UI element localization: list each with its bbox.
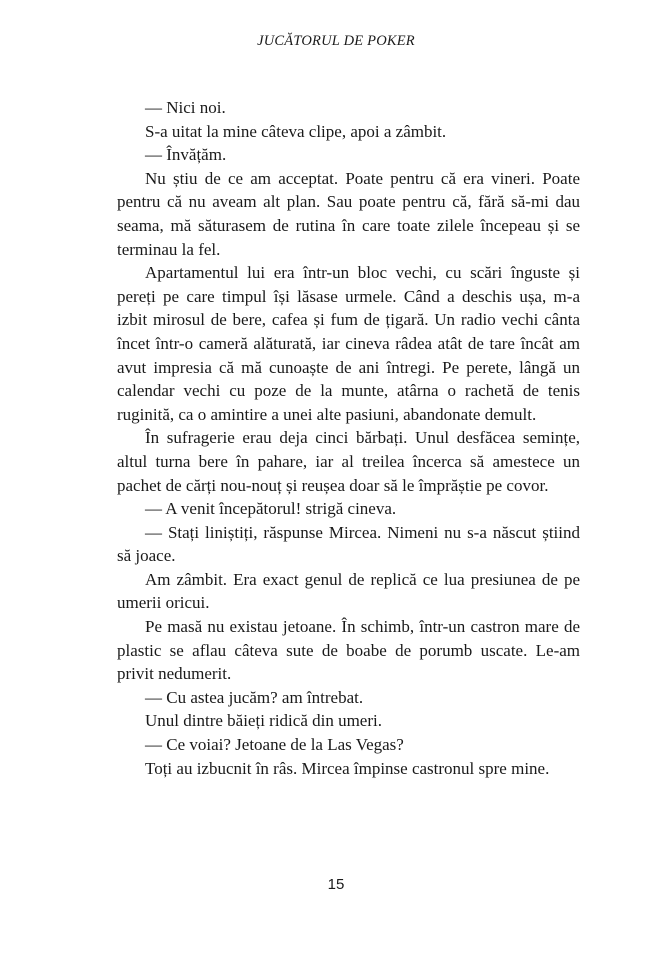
paragraph: În sufragerie erau deja cinci bărbați. Unul desfăcea semințe, altul turna bere în pahare, iar al treilea încerca să amestece un pachet de cărți nou-nouț și reușea doar să le împrăștie pe covor.	[117, 428, 580, 495]
paragraph: Toți au izbucnit în râs. Mircea împinse castronul spre mine.	[145, 758, 550, 778]
paragraph: Pe masă nu existau jetoane. În schimb, într-un castron mare de plastic se aflau câteva sute de boabe de porumb uscate. Le-am privit nedumerit.	[117, 617, 580, 684]
paragraph: — Nici noi.	[145, 98, 226, 117]
paragraph: — A venit începătorul! strigă cineva.	[145, 499, 397, 519]
body-text	[117, 96, 580, 780]
paragraph: — Ce voiai? Jetoane de la Las Vegas?	[145, 735, 404, 755]
running-header: JUCĂTORUL DE POKER	[257, 33, 415, 49]
paragraph: Nu știu de ce am acceptat. Poate pentru că era vineri. Poate pentru că nu aveam alt plan. Sau poate pentru că, fără să-mi dau seama, mă săturasem de rutina în care toate zilele începeau și se terminau la fel.	[117, 168, 580, 259]
paragraph: — Stați liniștiți, răspunse Mircea. Nimeni nu s-a născut știind să joace.	[117, 522, 580, 566]
paragraph: Apartamentul lui era într-un bloc vechi, cu scări înguste și pereți pe care timpul își lăsase urmele. Când a deschis ușa, m-a izbit mirosul de bere, cafea și fum de țigară. Un radio vechi cânta încet într-o cameră alăturată, iar cineva râdea atât de tare încât am avut impresia că mă cunoaște de ani întregi. Pe perete, lângă un calendar vechi cu poze de la munte, atârna o rachetă de tenis ruginită, ca o amintire a unei alte pasiuni, abandonate demult.	[117, 263, 580, 424]
paragraph: — Cu astea jucăm? am întrebat.	[145, 687, 364, 707]
paragraph: Unul dintre băieți ridică din umeri.	[145, 711, 382, 731]
page-number: 15	[327, 876, 345, 893]
paragraph: S-a uitat la mine câteva clipe, apoi a zâmbit.	[145, 121, 447, 141]
paragraph: — Învățăm.	[145, 145, 227, 165]
paragraph: Am zâmbit. Era exact genul de replică ce lua presiunea de pe umerii oricui.	[117, 569, 580, 613]
